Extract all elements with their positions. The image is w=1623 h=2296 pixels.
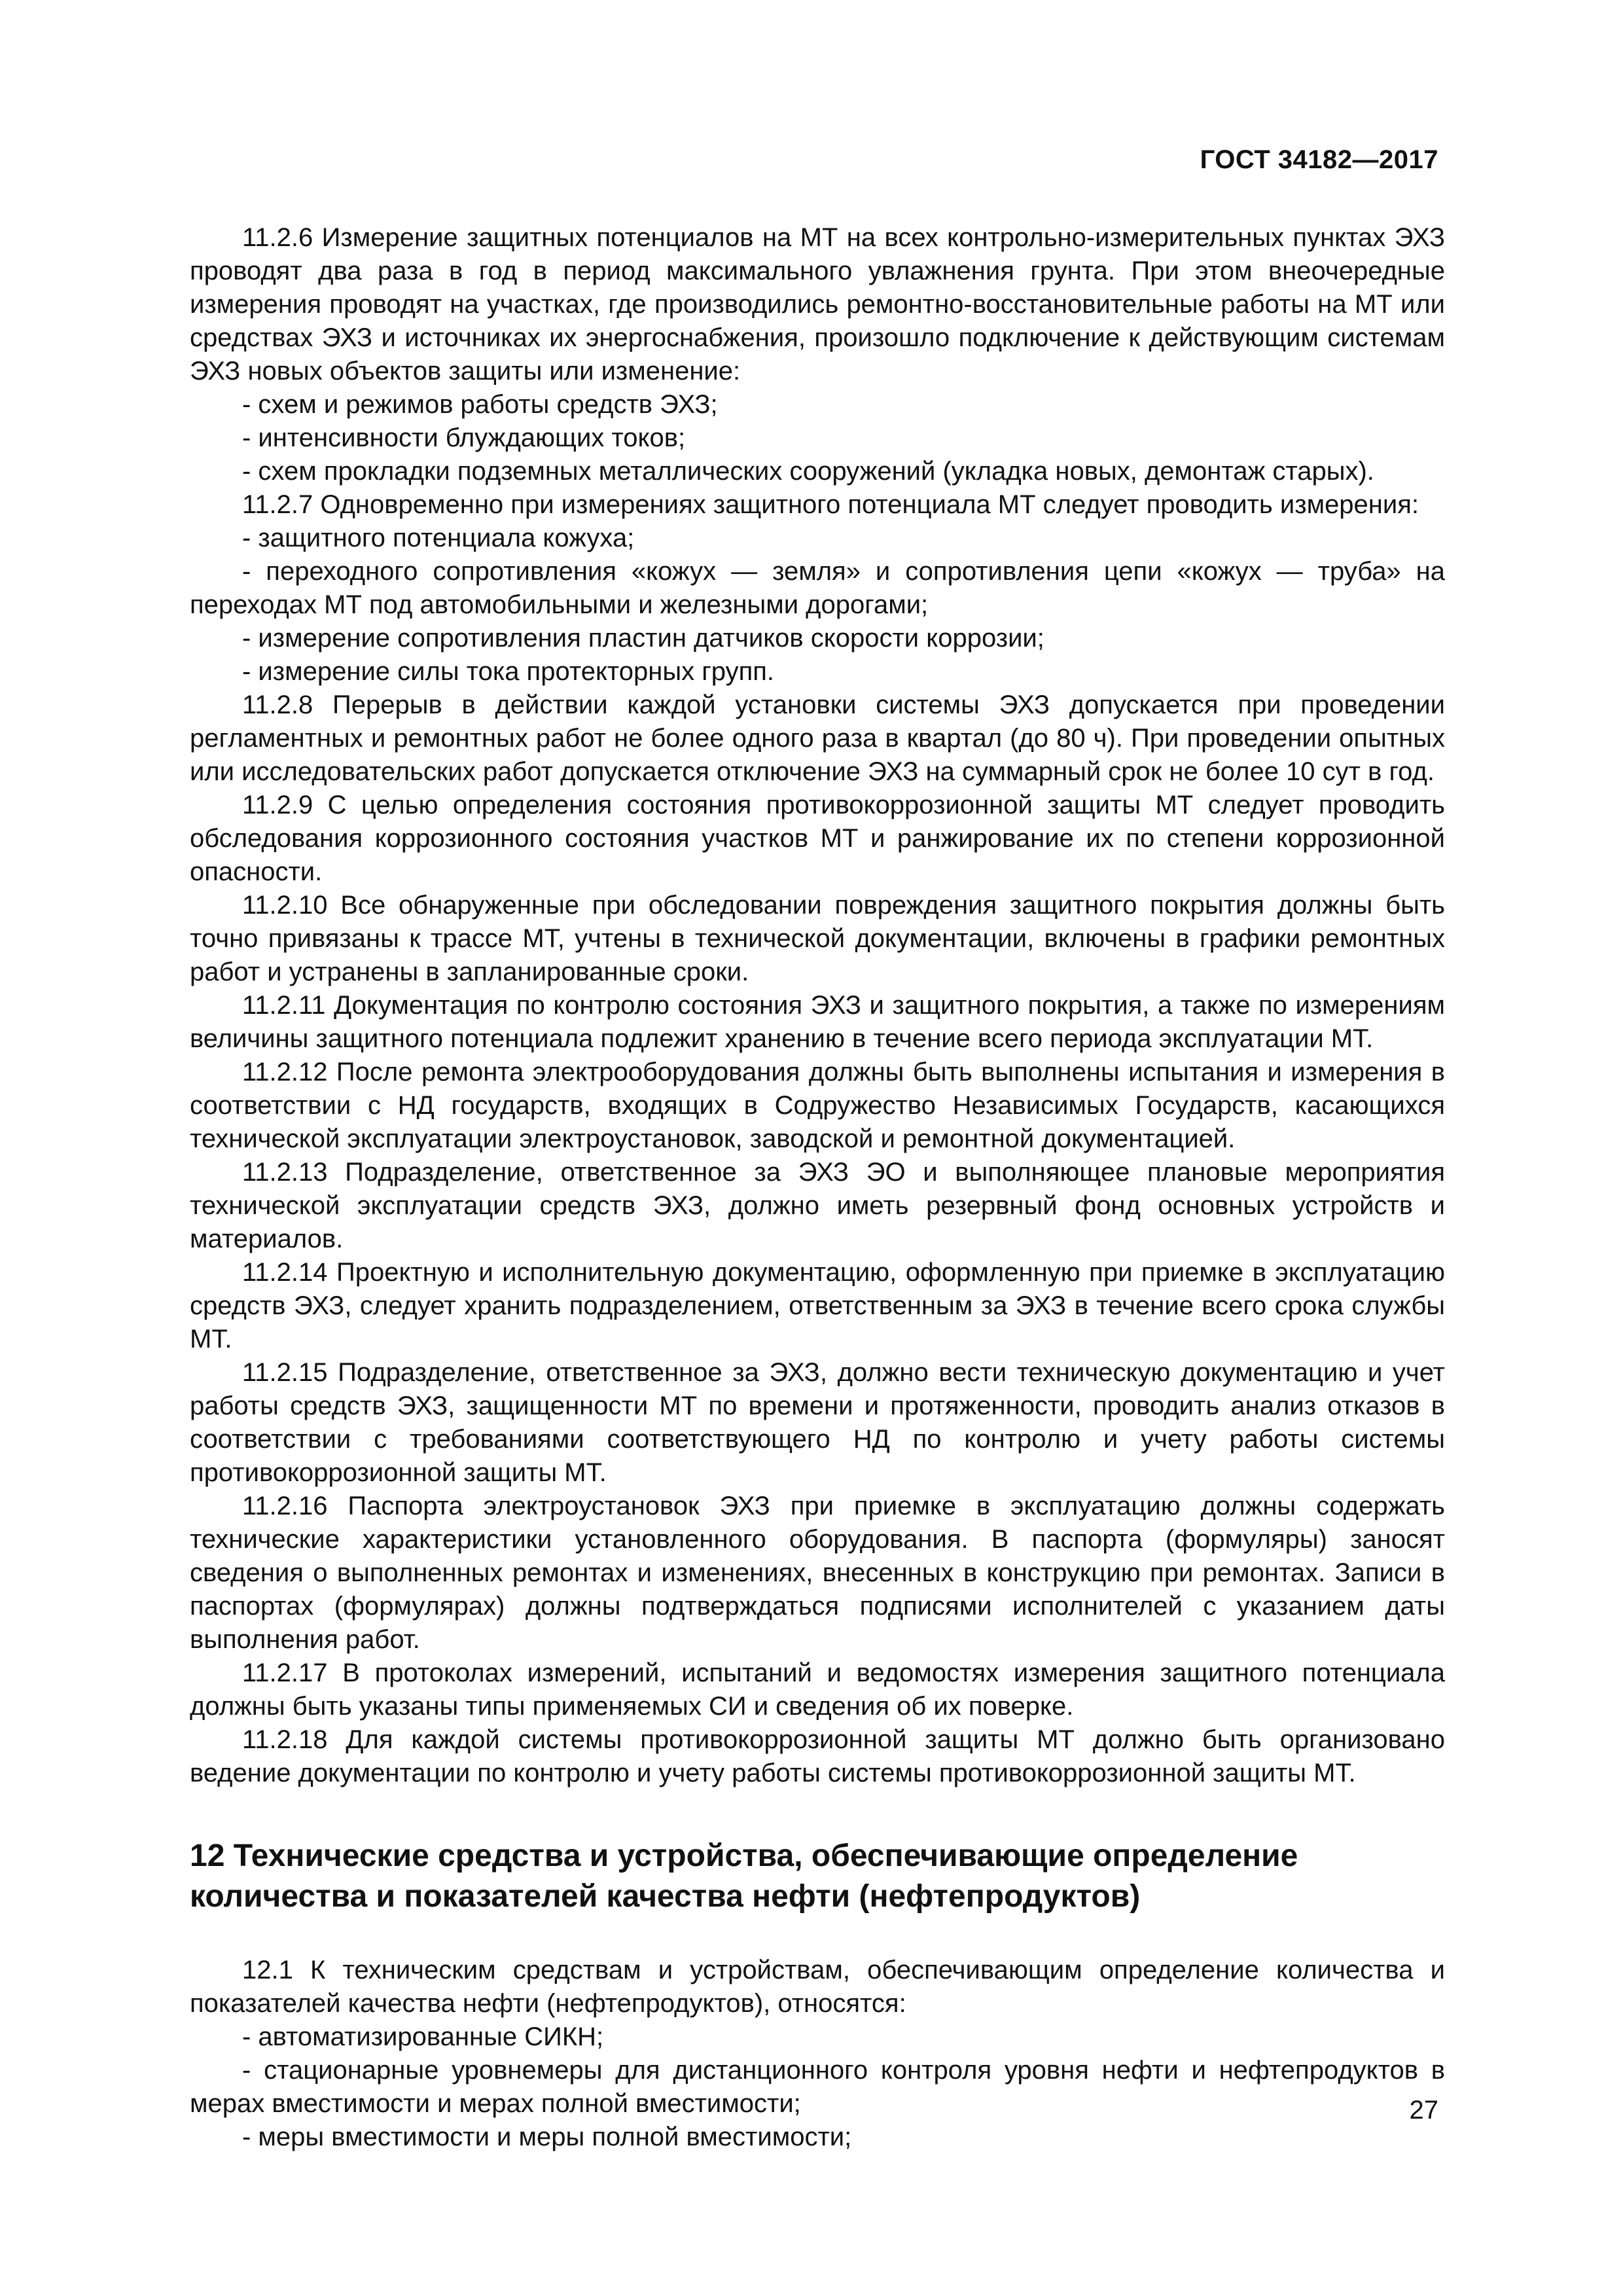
paragraph-11-2-13: 11.2.13 Подразделение, ответственное за ЭХЗ ЭО и выполняющее плановые мероприятия технической эксплуатации средств ЭХЗ, должно иметь резервный фонд основных устройств и материалов. [190,1158,1445,1253]
paragraph-11-2-8: 11.2.8 Перерыв в действии каждой установки системы ЭХЗ допускается при проведении регламентных и ремонтных работ не более одного раза в квартал (до 80 ч). При проведении опытных или исследовательских работ допускается отключение ЭХЗ на суммарный срок не более 10 сут в год. [190,691,1445,786]
document-id-header: ГОСТ 34182—2017 [1200,145,1438,174]
list-item: - интенсивности блуждающих токов; [242,423,686,452]
list-item: - меры вместимости и меры полной вместимости; [242,2123,852,2151]
list-item: - переходного сопротивления «кожух — земля» и сопротивления цепи «кожух — труба» на переходах МТ под автомобильными и железными дорогами; [190,557,1445,619]
page-body [190,221,1445,2154]
paragraph-11-2-12: 11.2.12 После ремонта электрооборудования должны быть выполнены испытания и измерения в соответствии с НД государств, входящих в Содружество Независимых Государств, касающихся технической эксплуатации электроустановок, заводской и ремонтной документацией. [190,1058,1445,1153]
paragraph-11-2-15: 11.2.15 Подразделение, ответственное за ЭХЗ, должно вести техническую документацию и учет работы средств ЭХЗ, защищенности МТ по времени и протяженности, проводить анализ отказов в соответствии с требованиями соответствующего НД по контролю и учету работы системы противокоррозионной защиты МТ. [190,1358,1445,1487]
paragraph-11-2-11: 11.2.11 Документация по контролю состояния ЭХЗ и защитного покрытия, а также по измерениям величины защитного потенциала подлежит хранению в течение всего периода эксплуатации МТ. [190,991,1445,1053]
paragraph-11-2-6: 11.2.6 Измерение защитных потенциалов на МТ на всех контрольно-измерительных пунктах ЭХЗ проводят два раза в год в период максимального увлажнения грунта. При этом внеочередные измерения проводят на участках, где производились ремонтно-восстановительные работы на МТ или средствах ЭХЗ и источниках их энергоснабжения, произошло подключение к действующим системам ЭХЗ новых объектов защиты или изменение: [190,223,1445,386]
list-item: - автоматизированные СИКН; [242,2022,604,2051]
page-number: 27 [1409,2096,1438,2125]
paragraph-11-2-9: 11.2.9 С целью определения состояния противокоррозионной защиты МТ следует проводить обследования коррозионного состояния участков МТ и ранжирование их по степени коррозионной опасности. [190,791,1445,886]
paragraph-11-2-17: 11.2.17 В протоколах измерений, испытаний и ведомостях измерения защитного потенциала должны быть указаны типы применяемых СИ и сведения об их поверке. [190,1659,1445,1721]
paragraph-11-2-18: 11.2.18 Для каждой системы противокоррозионной защиты МТ должно быть организовано ведение документации по контролю и учету работы системы противокоррозионной защиты МТ. [190,1725,1445,1787]
section-12-heading: 12 Технические средства и устройства, обеспечивающие определение количества и показателей качества нефти (нефтепродуктов) [190,1839,1298,1914]
list-item: - измерение сопротивления пластин датчиков скорости коррозии; [242,624,1044,653]
list-item: - защитного потенциала кожуха; [242,524,635,552]
list-item: - схем и режимов работы средств ЭХЗ; [242,390,718,419]
paragraph-11-2-16: 11.2.16 Паспорта электроустановок ЭХЗ при приемке в эксплуатацию должны содержать технические характеристики установленного оборудования. В паспорта (формуляры) заносят сведения о выполненных ремонтах и изменениях, внесенных в конструкцию при ремонтах. Записи в паспортах (формулярах) должны подтверждаться подписями исполнителей с указанием даты выполнения работ. [190,1492,1445,1654]
paragraph-11-2-14: 11.2.14 Проектную и исполнительную документацию, оформленную при приемке в эксплуатацию средств ЭХЗ, следует хранить подразделением, ответственным за ЭХЗ в течение всего срока службы МТ. [190,1258,1445,1354]
paragraph-11-2-10: 11.2.10 Все обнаруженные при обследовании повреждения защитного покрытия должны быть точно привязаны к трассе МТ, учтены в технической документации, включены в графики ремонтных работ и устранены в запланированные сроки. [190,891,1445,986]
list-item: - стационарные уровнемеры для дистанционного контроля уровня нефти и нефтепродуктов в мерах вместимости и мерах полной вместимости; [190,2056,1445,2118]
list-item: - измерение силы тока протекторных групп. [242,657,775,686]
paragraph-11-2-7: 11.2.7 Одновременно при измерениях защитного потенциала МТ следует проводить измерения: [242,490,1419,519]
list-item: - схем прокладки подземных металлических сооружений (укладка новых, демонтаж старых). [242,457,1374,486]
paragraph-12-1: 12.1 К техническим средствам и устройствам, обеспечивающим определение количества и показателей качества нефти (нефтепродуктов), относятся: [190,1956,1445,2018]
